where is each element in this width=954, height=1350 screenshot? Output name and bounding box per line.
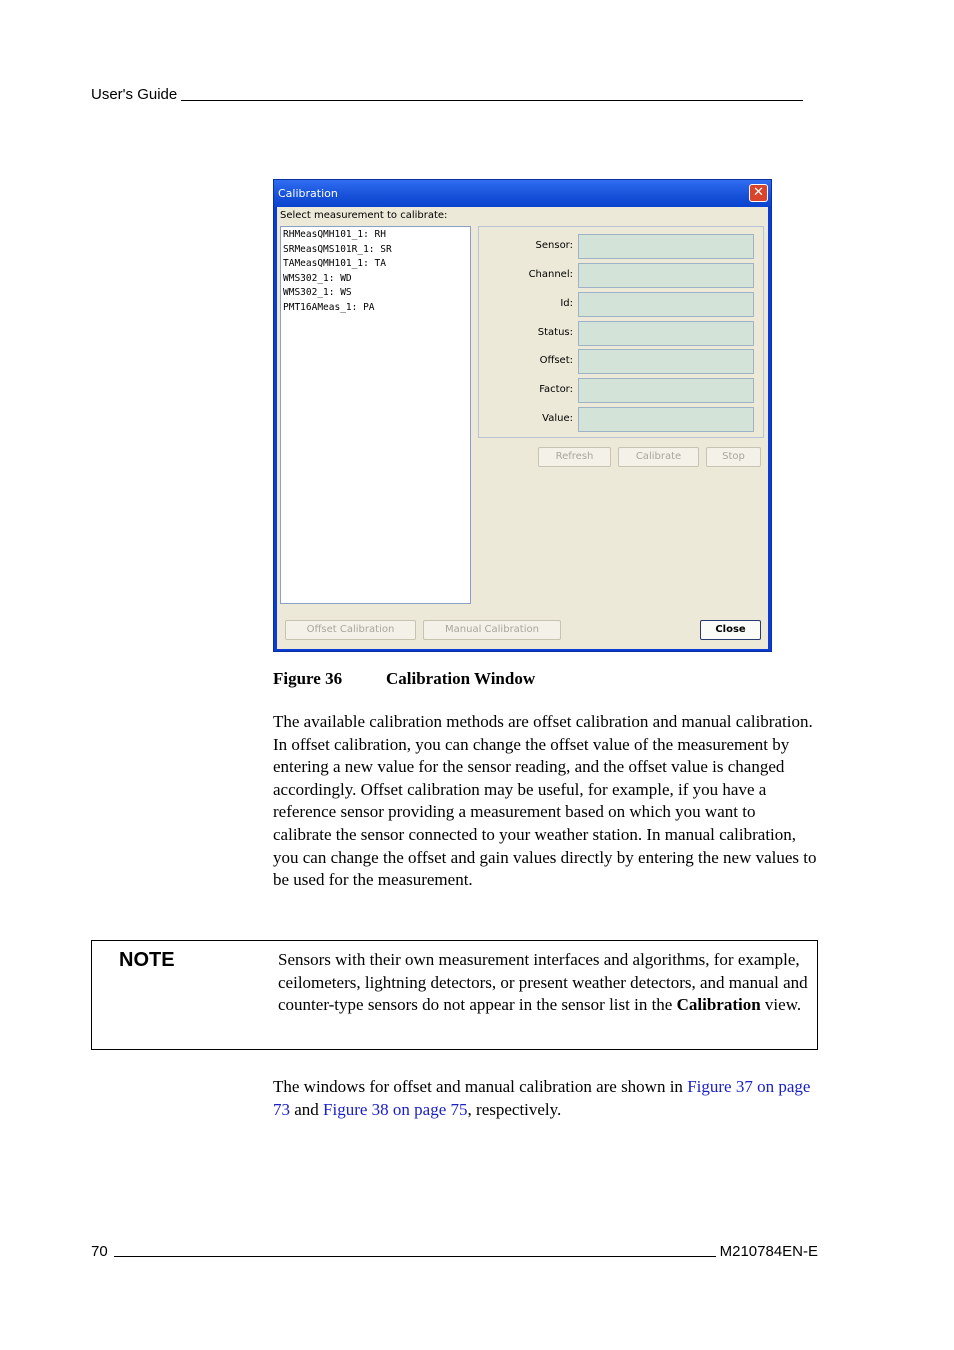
close-icon[interactable]: ✕ xyxy=(749,184,768,202)
page-header xyxy=(91,86,803,103)
list-item[interactable]: SRMeasQMS101R_1: SR xyxy=(283,243,392,255)
status-field[interactable] xyxy=(578,321,754,346)
figure-title: Calibration Window xyxy=(386,669,536,688)
footer-rule xyxy=(114,1256,716,1257)
field-row-factor xyxy=(479,378,763,404)
header-rule xyxy=(181,86,803,101)
list-item[interactable]: PMT16AMeas_1: PA xyxy=(283,301,375,313)
sensor-field[interactable] xyxy=(578,234,754,259)
doc-code: M210784EN-E xyxy=(719,1243,818,1260)
offset-calibration-button[interactable]: Offset Calibration xyxy=(285,620,416,640)
measurement-list[interactable] xyxy=(280,226,471,604)
page-footer xyxy=(91,1243,818,1260)
offset-field[interactable] xyxy=(578,349,754,374)
channel-label: Channel: xyxy=(528,269,573,280)
header-title: User's Guide xyxy=(91,86,178,103)
fields-panel xyxy=(478,226,764,438)
note-text xyxy=(278,949,808,1017)
note-heading: NOTE xyxy=(119,949,175,971)
field-row-value xyxy=(479,407,763,433)
id-field[interactable] xyxy=(578,292,754,317)
value-field[interactable] xyxy=(578,407,754,432)
list-item[interactable]: RHMeasQMH101_1: RH xyxy=(283,229,386,240)
list-item[interactable]: TAMeasQMH101_1: TA xyxy=(283,258,386,269)
calibrate-button[interactable]: Calibrate xyxy=(618,447,699,467)
dialog-body xyxy=(277,207,768,649)
figure-37-link[interactable]: Figure 37 on page 73 xyxy=(273,1077,811,1119)
calibration-dialog xyxy=(273,179,772,652)
note-text-after: view. xyxy=(760,995,802,1015)
list-item[interactable]: WMS302_1: WS xyxy=(283,287,352,298)
body-paragraph-references xyxy=(273,1075,818,1121)
status-label: Status: xyxy=(537,327,573,338)
page-number: 70 xyxy=(91,1243,108,1260)
factor-field[interactable] xyxy=(578,378,754,403)
para2-before: The windows for offset and manual calibration are shown in xyxy=(273,1077,688,1096)
refresh-button[interactable]: Refresh xyxy=(538,447,611,467)
offset-label: Offset: xyxy=(539,355,573,366)
field-row-id xyxy=(479,292,763,318)
id-label: Id: xyxy=(560,298,573,309)
dialog-title: Calibration xyxy=(278,187,338,200)
factor-label: Factor: xyxy=(539,384,573,395)
value-label: Value: xyxy=(542,413,573,424)
list-item[interactable]: WMS302_1: WD xyxy=(283,272,352,284)
field-row-sensor xyxy=(479,234,763,260)
figure-number: Figure 36 xyxy=(273,669,343,688)
sensor-label: Sensor: xyxy=(535,240,573,251)
close-button[interactable]: Close xyxy=(700,620,761,640)
para2-mid: and xyxy=(290,1100,324,1119)
figure-caption xyxy=(273,669,536,689)
manual-calibration-button[interactable]: Manual Calibration xyxy=(423,620,561,640)
figure-38-link[interactable]: Figure 38 on page 75 xyxy=(323,1100,468,1119)
note-text-bold: Calibration xyxy=(676,995,761,1015)
note-text-before: Sensors with their own measurement interfaces and algorithms, for example, ceilometers, lightning detectors, or present weather detectors, and manual and counter-type sensors do not appear in the sensor list in the xyxy=(278,950,808,1015)
field-row-channel xyxy=(479,263,763,289)
field-row-status xyxy=(479,321,763,347)
note-box xyxy=(91,940,818,1050)
para2-after: , respectively. xyxy=(467,1100,562,1119)
field-row-offset xyxy=(479,349,763,375)
select-measurement-label: Select measurement to calibrate: xyxy=(280,210,448,221)
body-paragraph: The available calibration methods are offset calibration and manual calibration. In offset calibration, you can change the offset value of the measurement by entering a new value for the sensor reading, and the offset value is changed accordingly. Offset calibration may be useful, for example, if you have a reference sensor providing a measurement based on which you want to calibrate the sensor connected to your weather station. In manual calibration, you can change the offset and gain values directly by entering the new values to be used for the measurement. xyxy=(273,712,817,890)
dialog-titlebar[interactable] xyxy=(274,180,771,207)
channel-field[interactable] xyxy=(578,263,754,288)
stop-button[interactable]: Stop xyxy=(706,447,761,467)
